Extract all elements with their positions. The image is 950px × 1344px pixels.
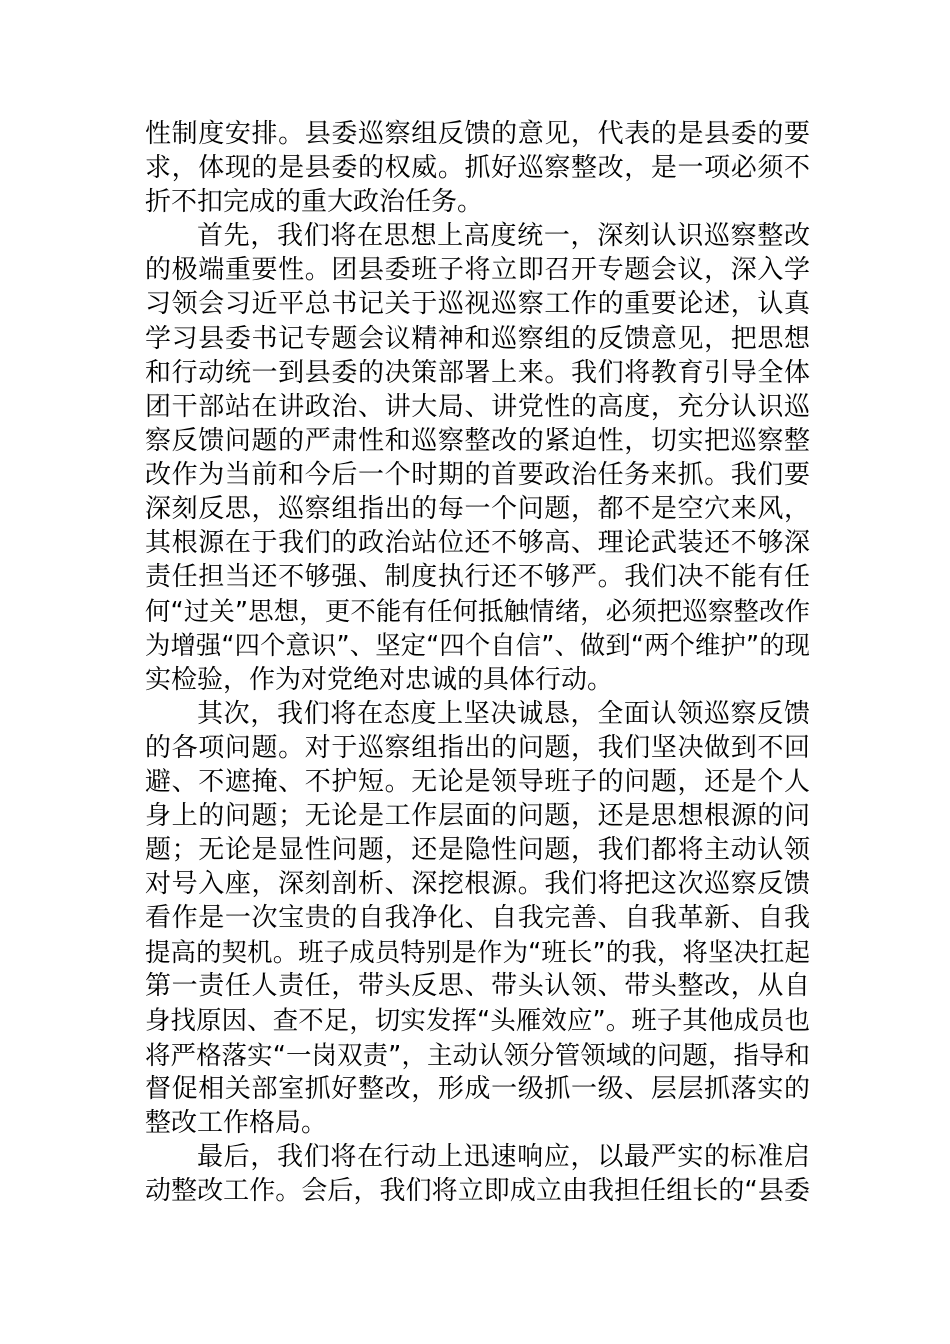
- text-line: 习领会习近平总书记关于巡视巡察工作的重要论述，认真: [145, 289, 810, 320]
- text-line: 为增强“四个意识”、坚定“四个自信”、做到“两个维护”的现: [145, 630, 810, 661]
- text-line: 第一责任人责任，带头反思、带头认领、带头整改，从自: [145, 971, 810, 1002]
- text-line: 察反馈问题的严肃性和巡察整改的紧迫性，切实把巡察整: [145, 425, 810, 456]
- text-line: 的各项问题。对于巡察组指出的问题，我们坚决做到不回: [145, 732, 810, 763]
- body-text: [145, 117, 810, 1208]
- text-line: 身上的问题；无论是工作层面的问题，还是思想根源的问: [145, 800, 810, 831]
- text-line: 督促相关部室抓好整改，形成一级抓一级、层层抓落实的: [145, 1073, 810, 1104]
- text-line: 看作是一次宝贵的自我净化、自我完善、自我革新、自我: [145, 903, 810, 934]
- paragraph-first-line: 最后，我们将在行动上迅速响应，以最严实的标准启: [197, 1141, 810, 1172]
- text-line: 身找原因、查不足，切实发挥“头雁效应”。班子其他成员也: [145, 1005, 810, 1036]
- text-line: 实检验，作为对党绝对忠诚的具体行动。: [145, 664, 614, 695]
- text-line: 性制度安排。县委巡察组反馈的意见，代表的是县委的要: [145, 119, 810, 149]
- text-line: 何“过关”思想，更不能有任何抵触情绪，必须把巡察整改作: [145, 596, 810, 627]
- text-line: 和行动统一到县委的决策部署上来。我们将教育引导全体: [145, 357, 810, 388]
- text-line: 求，体现的是县委的权威。抓好巡察整改，是一项必须不: [145, 153, 810, 184]
- text-line: 团干部站在讲政治、讲大局、讲党性的高度，充分认识巡: [145, 391, 810, 422]
- text-line: 题；无论是显性问题，还是隐性问题，我们都将主动认领: [145, 834, 810, 865]
- text-line: 动整改工作。会后，我们将立即成立由我担任组长的“县委: [145, 1175, 810, 1206]
- text-line: 深刻反思，巡察组指出的每一个问题，都不是空穴来风，: [145, 494, 810, 525]
- text-line: 折不扣完成的重大政治任务。: [145, 187, 484, 218]
- paragraph-first-line: 首先，我们将在思想上高度统一，深刻认识巡察整改: [197, 221, 810, 252]
- text-line: 的极端重要性。团县委班子将立即召开专题会议，深入学: [145, 255, 810, 286]
- text-line: 学习县委书记专题会议精神和巡察组的反馈意见，把思想: [145, 323, 810, 354]
- text-line: 责任担当还不够强、制度执行还不够严。我们决不能有任: [145, 562, 810, 593]
- text-line: 其根源在于我们的政治站位还不够高、理论武装还不够深: [145, 528, 810, 559]
- text-line: 避、不遮掩、不护短。无论是领导班子的问题，还是个人: [145, 766, 810, 797]
- text-line: 提高的契机。班子成员特别是作为“班长”的我，将坚决扛起: [145, 937, 810, 968]
- text-line: 对号入座，深刻剖析、深挖根源。我们将把这次巡察反馈: [145, 869, 810, 900]
- paragraph-first-line: 其次，我们将在态度上坚决诚恳，全面认领巡察反馈: [197, 698, 810, 729]
- text-line: 改作为当前和今后一个时期的首要政治任务来抓。我们要: [145, 459, 810, 490]
- text-line: 将严格落实“一岗双责”，主动认领分管领域的问题，指导和: [145, 1039, 810, 1070]
- text-line: 整改工作格局。: [145, 1107, 328, 1138]
